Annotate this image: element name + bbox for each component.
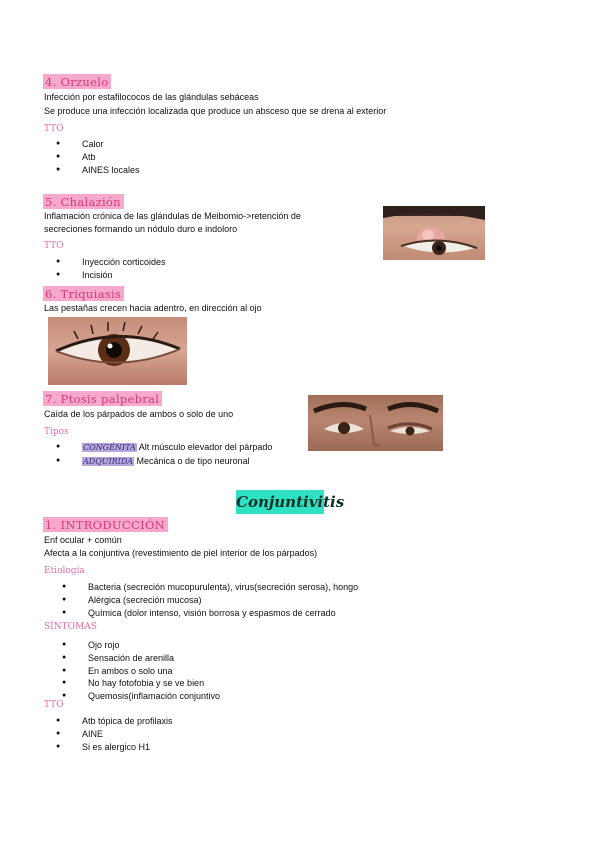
list-item: ● Sensación de arenilla bbox=[62, 652, 220, 665]
list-item: ● Quemosis(inflamación conjuntivo bbox=[62, 690, 220, 703]
orzuelo-line2: Se produce una infección localizada que produce un absceso que se drena al exterior bbox=[44, 106, 387, 116]
tag-congenita: CONGÉNITA bbox=[83, 443, 136, 452]
list-item: ● Calor bbox=[56, 138, 140, 151]
list-item: ● Inyección corticoides bbox=[56, 256, 166, 269]
conj-tto-list bbox=[56, 715, 173, 753]
list-item: ● AINES locales bbox=[56, 164, 140, 177]
list-item: ● Incisión bbox=[56, 269, 166, 282]
orzuelo-tto-list bbox=[56, 138, 140, 176]
section-title-conjuntivitis: Conjuntivitis bbox=[236, 490, 324, 514]
list-item: ● Alérgica (secreción mucosa) bbox=[62, 594, 358, 607]
chalazion-tto-label: TTO bbox=[44, 241, 64, 251]
list-item: ● No hay fotofobia y se ve bien bbox=[62, 677, 220, 690]
list-item: ● Atb tópica de profilaxis bbox=[56, 715, 173, 728]
ptosis-tipos-list bbox=[56, 441, 272, 469]
conj-tto-label: TTO bbox=[44, 700, 64, 710]
tipo-text: Alt músculo elevador del párpado bbox=[136, 442, 273, 452]
sintomas-label: SÍNTOMAS bbox=[44, 622, 97, 632]
list-item: ● Bacteria (secreción mucopurulenta), virus(secreción serosa), hongo bbox=[62, 581, 358, 594]
etiologia-label: Etiología bbox=[44, 566, 85, 576]
heading-introduccion: 1. INTRODUCCIÓN bbox=[43, 517, 168, 532]
list-item bbox=[56, 455, 272, 469]
list-item: ● Química (dolor intenso, visión borrosa y espasmos de cerrado bbox=[62, 607, 358, 620]
chalazion-line2: secreciones formando un nódulo duro e indoloro bbox=[44, 224, 238, 234]
sintomas-list bbox=[62, 639, 220, 703]
tag-adquirida: ADQUIRIDA bbox=[83, 456, 134, 466]
chalazion-line1: Inflamación crónica de las glándulas de Meibomio->retención de bbox=[44, 211, 301, 221]
list-item: ● AINE bbox=[56, 728, 173, 741]
chalazion-tto-list bbox=[56, 256, 166, 282]
heading-chalazion: 5. Chalazión bbox=[43, 194, 124, 209]
heading-triquiasis: 6. Triquiasis bbox=[43, 286, 124, 301]
triquiasis-photo bbox=[48, 317, 187, 385]
ptosis-tipos-label: Tipos bbox=[44, 427, 69, 437]
list-item: ● Ojo rojo bbox=[62, 639, 220, 652]
heading-orzuelo: 4. Orzuelo bbox=[43, 74, 111, 89]
list-item bbox=[56, 441, 272, 455]
intro-line2: Afecta a la conjuntiva (revestimiento de piel interior de los párpados) bbox=[44, 548, 318, 558]
list-item: ● Si es alergico H1 bbox=[56, 741, 173, 754]
orzuelo-line1: Infección por estafilococos de las glándulas sebáceas bbox=[44, 92, 259, 102]
chalazion-photo bbox=[383, 206, 485, 260]
intro-line1: Enf ocular + común bbox=[44, 535, 122, 545]
ptosis-line1: Caída de los párpados de ambos o solo de uno bbox=[44, 409, 234, 419]
etiologia-list bbox=[62, 581, 358, 619]
list-item: ● Atb bbox=[56, 151, 140, 164]
triquiasis-line1: Las pestañas crecen hacia adentro, en dirección al ojo bbox=[44, 303, 262, 313]
list-item: ● En ambos o solo una bbox=[62, 665, 220, 678]
ptosis-photo bbox=[308, 395, 443, 451]
heading-ptosis: 7. Ptosis palpebral bbox=[43, 391, 162, 406]
tipo-text: Mecánica o de tipo neuronal bbox=[134, 455, 250, 466]
orzuelo-tto-label: TTO bbox=[44, 124, 64, 134]
